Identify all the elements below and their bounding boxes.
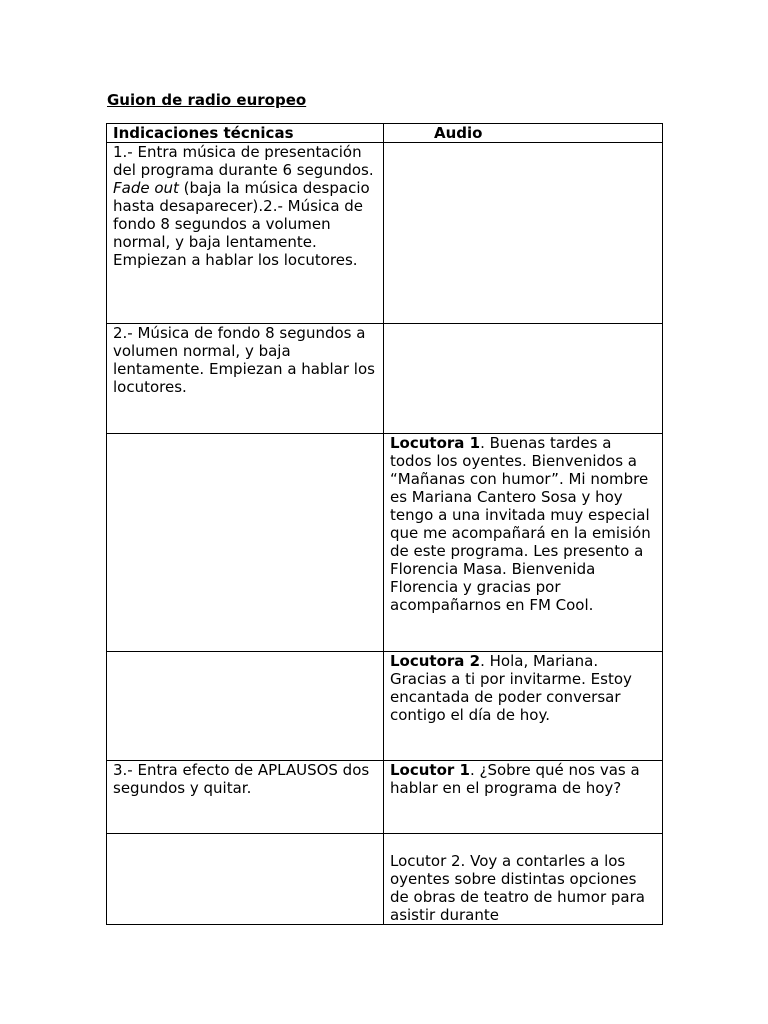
audio-cell xyxy=(384,324,663,434)
header-audio: Audio xyxy=(384,124,663,143)
table-row xyxy=(107,143,663,324)
audio-cell: Locutor 2. Voy a contarles a los oyentes sobre distintas opciones de obras de teatro de humor para asistir durante xyxy=(384,834,663,925)
technical-italic-text: Fade out xyxy=(113,179,179,197)
audio-cell xyxy=(384,652,663,761)
table-header-row xyxy=(107,124,663,143)
table-row xyxy=(107,834,663,925)
technical-cell xyxy=(107,434,384,652)
speaker-label: Locutor 1 xyxy=(390,761,470,779)
technical-text: (baja la música despacio hasta desaparecer).2.- Música de fondo 8 segundos a volumen normal, y baja lentamente. Empiezan a hablar los locutores. xyxy=(113,179,370,269)
speaker-label: Locutora 2 xyxy=(390,652,481,670)
table-row xyxy=(107,324,663,434)
technical-cell: 3.- Entra efecto de APLAUSOS dos segundos y quitar. xyxy=(107,761,384,834)
technical-cell xyxy=(107,652,384,761)
table-row xyxy=(107,761,663,834)
technical-cell xyxy=(107,834,384,925)
dialogue-text: . Hola, Mariana. Gracias a ti por invitarme. Estoy encantada de poder conversar contigo el día de hoy. xyxy=(390,652,632,724)
table-row xyxy=(107,434,663,652)
audio-cell xyxy=(384,143,663,324)
technical-cell: 2.- Música de fondo 8 segundos a volumen normal, y baja lentamente. Empiezan a hablar los locutores. xyxy=(107,324,384,434)
technical-text: 1.- Entra música de presentación del programa durante 6 segundos. xyxy=(113,143,374,179)
audio-cell xyxy=(384,761,663,834)
script-table xyxy=(106,123,663,925)
document-title: Guion de radio europeo xyxy=(107,91,307,109)
dialogue-text: . Buenas tardes a todos los oyentes. Bienvenidos a “Mañanas con humor”. Mi nombre es Mariana Cantero Sosa y hoy tengo a una invitada muy especial que me acompañará en la emisión de este programa. Les presento a Florencia Masa. Bienvenida Florencia y gracias por acompañarnos en FM Cool. xyxy=(390,434,651,614)
audio-cell xyxy=(384,434,663,652)
table-row xyxy=(107,652,663,761)
speaker-label: Locutora 1 xyxy=(390,434,481,452)
header-technical: Indicaciones técnicas xyxy=(107,124,384,143)
technical-cell xyxy=(107,143,384,324)
dialogue-text: . ¿Sobre qué nos vas a hablar en el programa de hoy? xyxy=(390,761,640,797)
